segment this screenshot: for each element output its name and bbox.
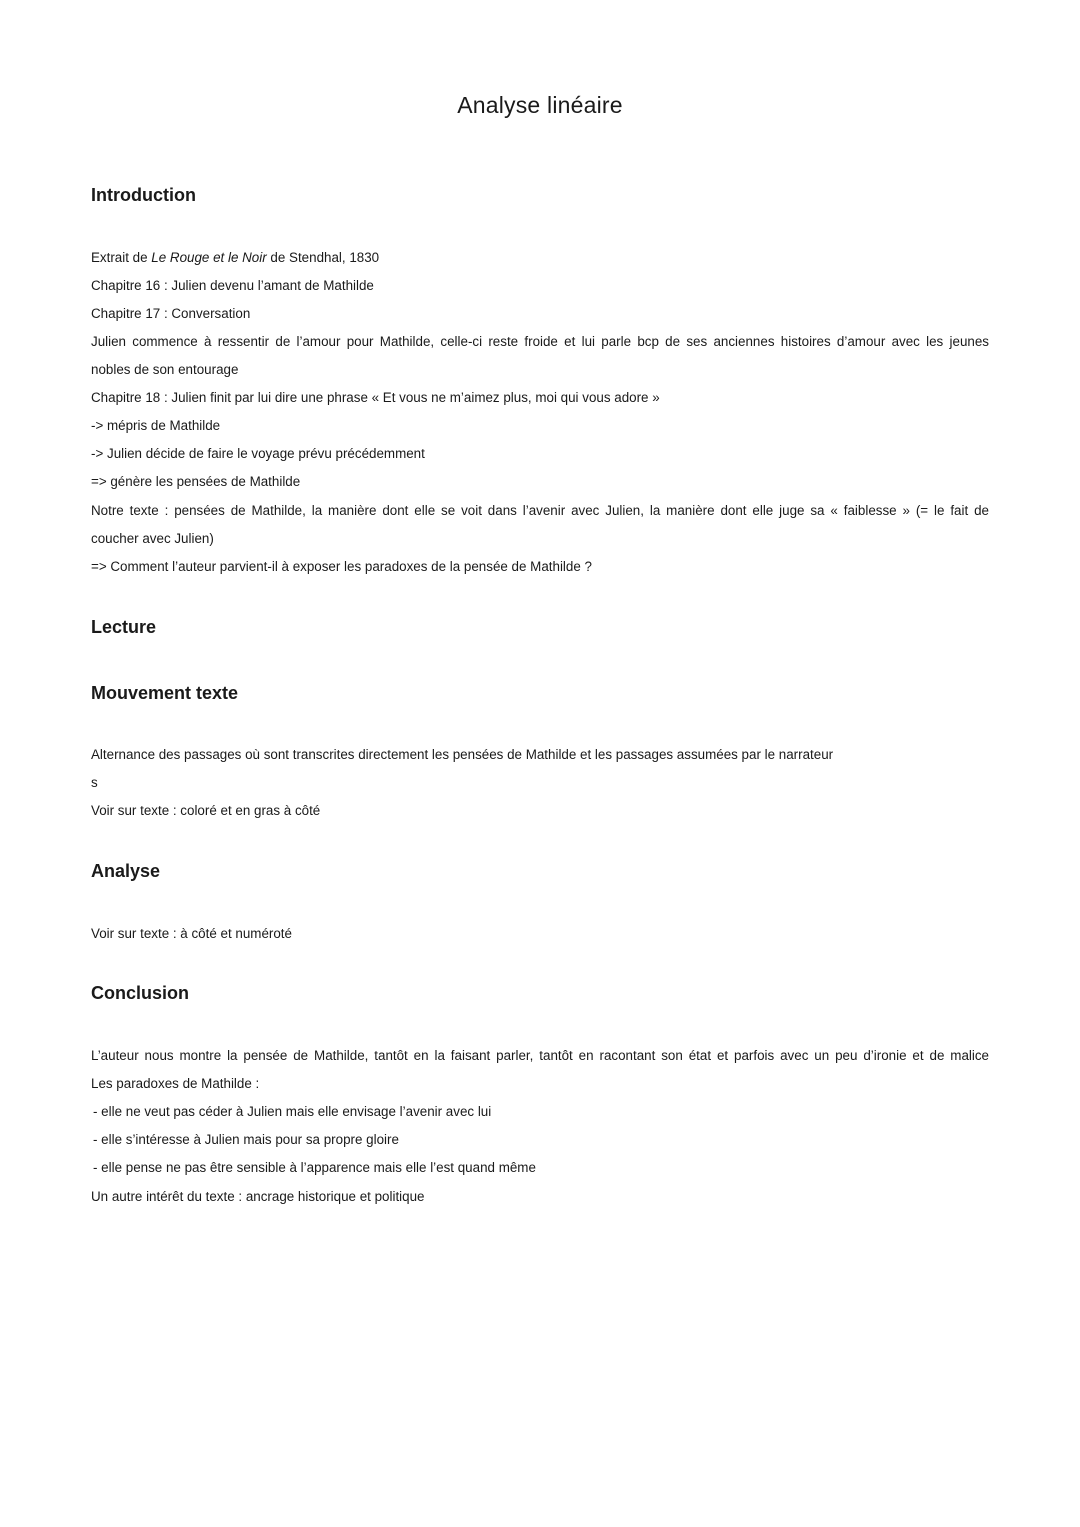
document-title: Analyse linéaire (457, 92, 623, 118)
extract-line (91, 249, 379, 267)
mouvement-heading: Mouvement texte (91, 683, 239, 703)
work-title: Le Rouge et le Noir (151, 250, 267, 265)
mouvement-line: Alternance des passages où sont transcrites directement les pensées de Mathilde et les passages assumées par le narrateur (91, 747, 834, 762)
introduction-heading: Introduction (91, 185, 196, 205)
extract-suffix: de Stendhal, 1830 (266, 250, 380, 265)
lecture-heading: Lecture (91, 617, 157, 637)
extract-prefix: Extrait de (91, 250, 152, 265)
intro-line: Chapitre 18 : Julien finit par lui dire une phrase « Et vous ne m’aimez plus, moi qui vous adore » (91, 390, 660, 405)
conclusion-line: Les paradoxes de Mathilde : (91, 1076, 260, 1091)
intro-line: coucher avec Julien) (91, 531, 214, 546)
intro-line: Notre texte : pensées de Mathilde, la manière dont elle se voit dans l’avenir avec Julien, la manière dont elle juge sa « faiblesse » (= le fait de (91, 503, 989, 518)
paradox-item: - elle pense ne pas être sensible à l’apparence mais elle l’est quand même (93, 1160, 536, 1175)
intro-line: -> mépris de Mathilde (91, 418, 221, 433)
problematique-line: => Comment l’auteur parvient-il à exposer les paradoxes de la pensée de Mathilde ? (91, 559, 592, 574)
conclusion-line: L’auteur nous montre la pensée de Mathilde, tantôt en la faisant parler, tantôt en racontant son état et parfois avec un peu d’ironie et de malice (91, 1048, 989, 1063)
mouvement-line: Voir sur texte : coloré et en gras à côté (91, 803, 321, 818)
paradox-item: - elle ne veut pas céder à Julien mais elle envisage l’avenir avec lui (93, 1104, 492, 1119)
intro-line: Chapitre 17 : Conversation (91, 306, 251, 321)
intro-line: Chapitre 16 : Julien devenu l’amant de Mathilde (91, 278, 374, 293)
intro-line: -> Julien décide de faire le voyage prévu précédemment (91, 446, 425, 461)
mouvement-line: s (91, 775, 98, 790)
conclusion-line: Un autre intérêt du texte : ancrage historique et politique (91, 1189, 425, 1204)
intro-line: Julien commence à ressentir de l’amour pour Mathilde, celle-ci reste froide et lui parle bcp de ses anciennes histoires d’amour avec les jeunes (91, 334, 989, 349)
analyse-line: Voir sur texte : à côté et numéroté (91, 926, 292, 941)
intro-line: => génère les pensées de Mathilde (91, 474, 301, 489)
intro-line: nobles de son entourage (91, 362, 239, 377)
analyse-heading: Analyse (91, 861, 161, 881)
conclusion-heading: Conclusion (91, 983, 189, 1003)
paradox-item: - elle s’intéresse à Julien mais pour sa propre gloire (93, 1132, 399, 1147)
